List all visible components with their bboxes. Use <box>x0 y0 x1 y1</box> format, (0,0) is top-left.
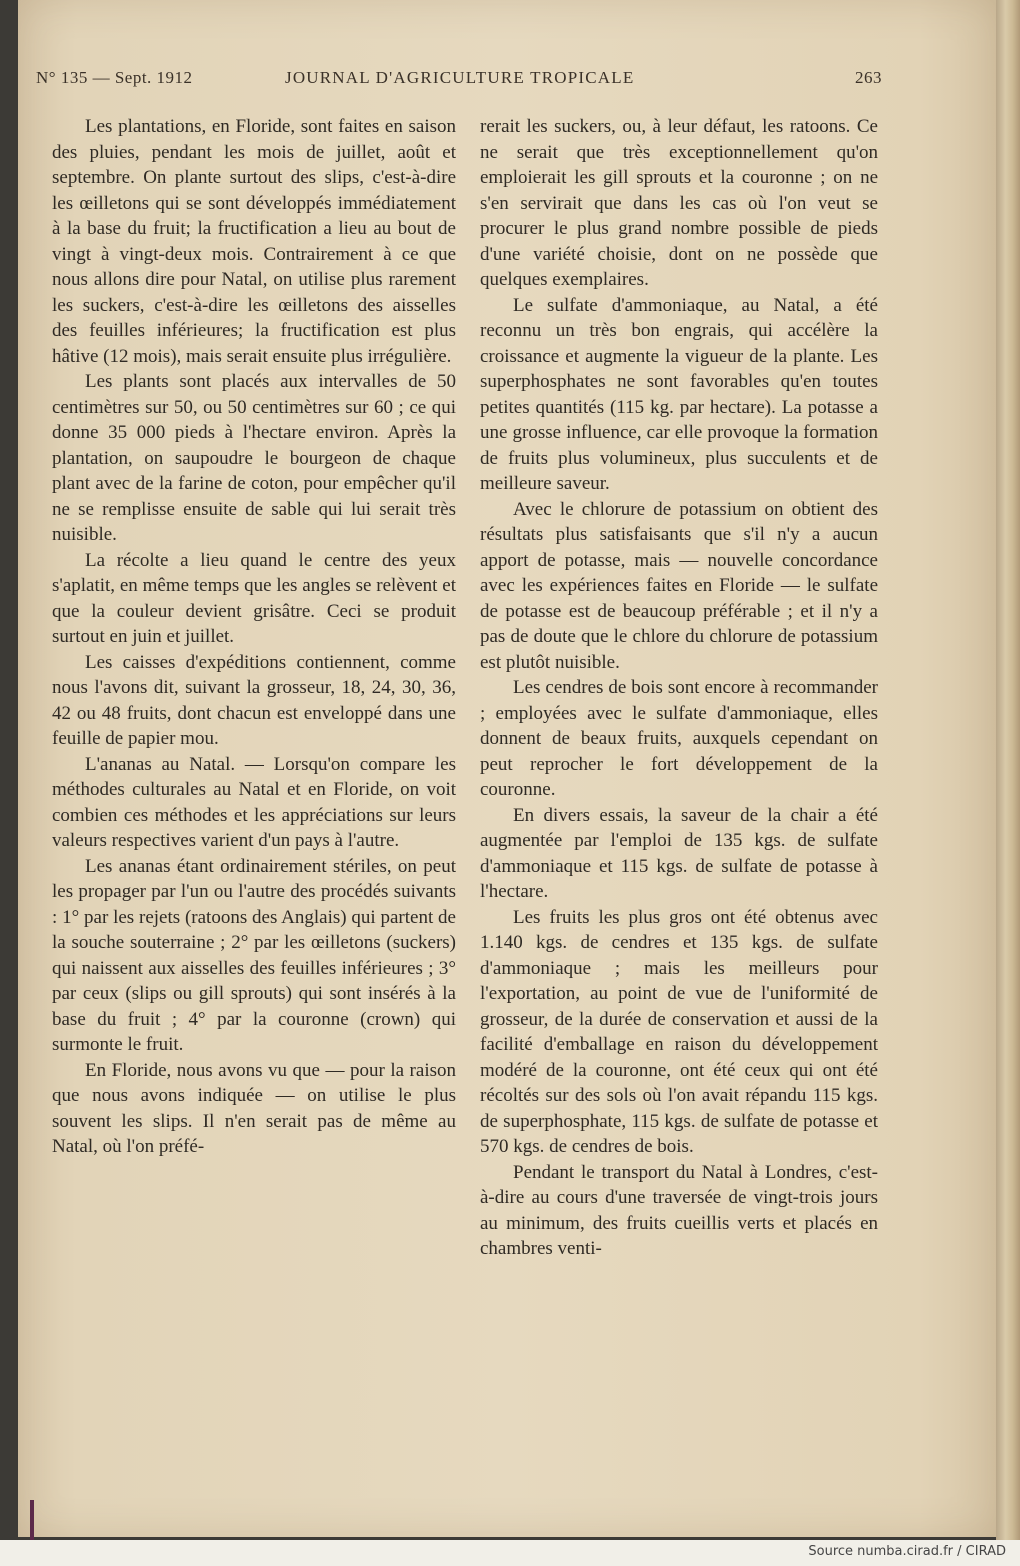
paragraph: Les plants sont placés aux intervalles de 50 centimètres sur 50, ou 50 centimètres sur 60 ; ce qui donne 35 000 pieds à l'hectare environ. Après la plantation, on saupoudre le bourgeon de chaque plant avec de la farine de coton, pour empêcher qu'il ne se remplisse ensuite de sable qui lui serait très nuisible. <box>52 371 456 545</box>
paragraph: L'ananas au Natal. — Lorsqu'on compare les méthodes culturales au Natal et en Floride, on voit combien ces méthodes et les appréciations sur leurs valeurs respectives varient d'un pays à l'autre. <box>52 753 456 851</box>
paragraph: La récolte a lieu quand le centre des yeux s'aplatit, en même temps que les angles se relèvent et que la couleur devient grisâtre. Ceci se produit surtout en juin et juillet. <box>52 549 456 647</box>
paragraph: Avec le chlorure de potassium on obtient des résultats plus satisfaisants que s'il n'y a aucun apport de potasse, mais — nouvelle concordance avec les expériences faites en Floride — le sulfate de potasse est de beaucoup préférable ; et il n'y a pas de doute que le chlore du chlorure de potassium est plutôt nuisible. <box>480 498 878 673</box>
paragraph: Les plantations, en Floride, sont faites en saison des pluies, pendant les mois de juillet, août et septembre. On plante surtout des slips, c'est-à-dire les œilletons qui se sont développés immédiatement à la base du fruit; la fructification a lieu au bout de vingt à vingt-deux mois. Contrairement à ce que nous allons dire pour Natal, on utilise plus rarement les suckers, c'est-à-dire les œilletons des aisselles des feuilles inférieures; la fructification est plus hâtive (12 mois), mais serait ensuite plus irrégulière. <box>52 116 456 367</box>
journal-title: JOURNAL D'AGRICULTURE TROPICALE <box>285 68 635 87</box>
page-number: 263 <box>855 68 882 87</box>
source-credit: Source numba.cirad.fr / CIRAD <box>808 1544 1006 1559</box>
issue-label: N° 135 — Sept. 1912 <box>36 68 193 87</box>
running-header <box>36 68 882 92</box>
paragraph: En divers essais, la saveur de la chair a été augmentée par l'emploi de 135 kgs. de sulfate d'ammoniaque et 115 kgs. de sulfate de potasse à l'hectare. <box>480 804 878 902</box>
right-column <box>480 114 878 1262</box>
paragraph: Les ananas étant ordinairement stériles, on peut les propager par l'un ou l'autre des procédés suivants : 1° par les rejets (ratoons des Anglais) qui partent de la souche souterraine ; 2° par les œilletons (suckers) qui naissent aux aisselles des feuilles inférieures ; 3° par ceux (slips ou gill sprouts) qui sont insérés à la base du fruit ; 4° par la couronne (crown) qui surmonte le fruit. <box>52 855 456 1055</box>
paragraph: En Floride, nous avons vu que — pour la raison que nous avons indiquée — on utilise le plus souvent les slips. Il n'en serait pas de même au Natal, où l'on préfé- <box>52 1059 456 1157</box>
paragraph: Les cendres de bois sont encore à recommander ; employées avec le sulfate d'ammoniaque, elles donnent de beaux fruits, auxquels cependant on peut reprocher le fort développement de la couronne. <box>480 677 878 800</box>
page-edge <box>996 0 1020 1540</box>
paragraph: Les fruits les plus gros ont été obtenus avec 1.140 kgs. de cendres et 135 kgs. de sulfate d'ammoniaque ; mais les meilleurs pour l'exportation, au point de vue de l'uniformité de grosseur, de la durée de conservation et aussi de la facilité d'emballage en raison du développement modéré de la couronne, ont été ceux qui ont été récoltés sur des sols où l'on avait répandu 115 kgs. de superphosphate, 115 kgs. de sulfate de potasse et 570 kgs. de cendres de bois. <box>480 906 878 1157</box>
paragraph: Pendant le transport du Natal à Londres, c'est-à-dire au cours d'une traversée de vingt-trois jours au minimum, des fruits cueillis verts et placés en chambres venti- <box>480 1161 878 1259</box>
left-column <box>52 114 456 1160</box>
paragraph: Les caisses d'expéditions contiennent, comme nous l'avons dit, suivant la grosseur, 18, 24, 30, 36, 42 ou 48 fruits, dont chacun est enveloppé dans une feuille de papier mou. <box>52 651 456 749</box>
paragraph: Le sulfate d'ammoniaque, au Natal, a été reconnu un très bon engrais, qui accélère la croissance et augmente la vigueur de la plante. Les superphosphates ne sont favorables qu'en toutes petites quantités (115 kg. par hectare). La potasse a une grosse influence, car elle provoque la formation de fruits plus volumineux, plus succulents et de meilleure saveur. <box>480 294 878 494</box>
binding-mark <box>30 1500 34 1540</box>
paragraph: rerait les suckers, ou, à leur défaut, les ratoons. Ce ne serait que très exceptionnellement qu'on emploierait les gill sprouts et la couronne ; on ne s'en servirait que dans les cas où l'on veut se procurer le plus grand nombre possible de pieds d'une variété choisie, dont on ne possède que quelques exemplaires. <box>480 116 878 290</box>
